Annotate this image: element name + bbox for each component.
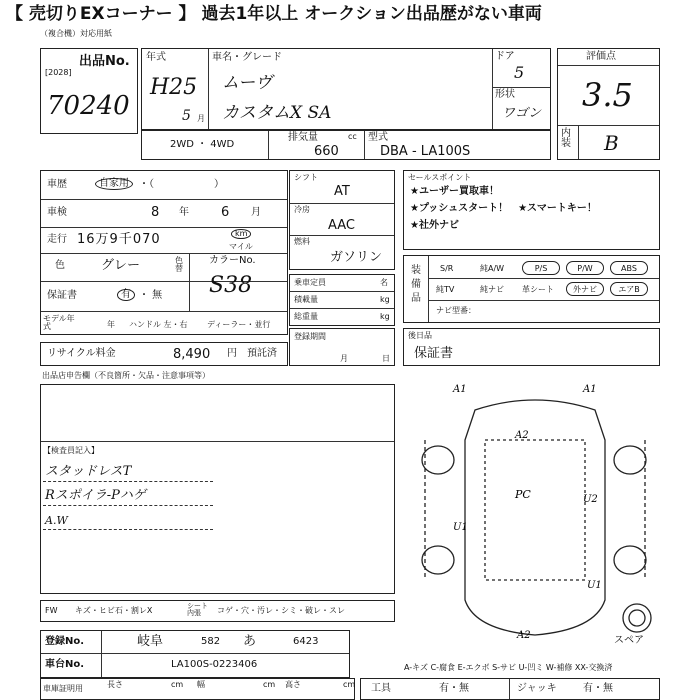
inspection-month-unit: 月 bbox=[251, 207, 261, 218]
storage-label: 車庫証明用 bbox=[43, 684, 83, 693]
navi-model: ナビ型番： bbox=[436, 306, 476, 315]
sales-line: ★プッシュスタート！ ★スマートキー！ bbox=[410, 203, 597, 214]
model-name: ムーヴ bbox=[222, 73, 273, 93]
recycle-unit: 円 bbox=[227, 348, 237, 359]
after-value: 保証書 bbox=[414, 346, 454, 361]
car-body-outline bbox=[465, 400, 605, 635]
mileage-label: 走行 bbox=[47, 234, 67, 245]
sub-note: （複合機）対応用紙 bbox=[40, 29, 112, 38]
color-label: 色 bbox=[55, 260, 65, 271]
color-code: S38 bbox=[209, 273, 253, 298]
spare-tire bbox=[623, 604, 651, 632]
drive-row bbox=[141, 130, 551, 160]
dealer-text: ディーラー・並行 bbox=[207, 320, 271, 329]
side-guides bbox=[425, 440, 645, 580]
equip-ps: P/S bbox=[522, 261, 560, 275]
score-label: 評価点 bbox=[586, 51, 616, 62]
displacement-label: 排気量 bbox=[288, 132, 318, 143]
year-month: 5 bbox=[182, 108, 191, 124]
capacity-label: 乗車定員 bbox=[294, 278, 326, 287]
equip-aw: 純A/W bbox=[480, 264, 505, 273]
inspection-year-unit: 年 bbox=[179, 207, 189, 218]
fw-row bbox=[40, 600, 395, 622]
inspector-note: Rスポイラ-Pハゲ bbox=[45, 488, 146, 503]
fw-label: FW bbox=[45, 606, 58, 615]
car-roof-outline bbox=[485, 440, 585, 580]
wheel-front-right bbox=[614, 446, 646, 474]
mark-a1-right: A1 bbox=[583, 384, 597, 395]
jack-value: 有・無 bbox=[583, 683, 613, 694]
equip-tv: 純TV bbox=[436, 285, 455, 294]
mark-u2: U2 bbox=[583, 494, 598, 505]
handle-text: ハンドル 左・右 bbox=[129, 320, 188, 329]
shape-label: 形状 bbox=[495, 89, 515, 100]
after-label: 後日品 bbox=[408, 331, 432, 340]
shape-value: ワゴン bbox=[502, 106, 542, 121]
inspector-note: スタッドレスT bbox=[45, 464, 132, 479]
history-label: 車歴 bbox=[47, 179, 67, 190]
year-label: 年式 bbox=[146, 52, 166, 63]
door-value: 5 bbox=[514, 63, 525, 82]
mark-u1-right: U1 bbox=[587, 580, 602, 591]
mileage-unit-mile: マイル bbox=[229, 242, 253, 251]
warranty-yes: 有 bbox=[117, 289, 135, 301]
fuel-value: ガソリン bbox=[330, 250, 383, 265]
color-value: グレー bbox=[101, 258, 141, 273]
sales-line: ★ユーザー買取車！ bbox=[410, 186, 499, 197]
shift-label: シフト bbox=[294, 173, 318, 182]
model-code-label: 型式 bbox=[368, 132, 388, 143]
grade: カスタムX SA bbox=[222, 103, 332, 123]
color-code-label: カラーNo. bbox=[209, 255, 256, 266]
equip-sr: S/R bbox=[440, 264, 454, 273]
model-year-unit: 年 bbox=[107, 320, 115, 329]
reg-pref: 岐阜 bbox=[137, 634, 164, 649]
model-code-value: DBA - LA100S bbox=[380, 144, 471, 159]
after-block bbox=[403, 328, 660, 366]
reg-period-block bbox=[289, 328, 395, 366]
tools-value: 有・無 bbox=[439, 683, 469, 694]
drive-value: 2WD ・ 4WD bbox=[170, 139, 235, 150]
door-label: ドア bbox=[495, 51, 515, 62]
spare-tire-inner bbox=[629, 610, 645, 626]
reg-kana: あ bbox=[243, 634, 257, 649]
storage-row bbox=[40, 678, 355, 700]
interior-value: B bbox=[604, 131, 619, 155]
mark-a1-left: A1 bbox=[453, 384, 467, 395]
mileage-unit-km: km bbox=[231, 229, 251, 239]
wheel-rear-right bbox=[614, 546, 646, 574]
mark-u1-left: U1 bbox=[453, 522, 468, 533]
equip-ext-navi: 外ナビ bbox=[566, 282, 604, 296]
equip-navi: 純ナビ bbox=[480, 285, 504, 294]
load-label: 積載量 bbox=[294, 295, 318, 304]
spare-label: スペア bbox=[614, 635, 644, 646]
jack-label: ジャッキ bbox=[517, 683, 557, 694]
recycle-value: 8,490 bbox=[173, 347, 211, 362]
mark-a2-front: A2 bbox=[515, 430, 529, 441]
lot-box bbox=[40, 48, 138, 134]
reg-label: 登録No. bbox=[45, 636, 85, 647]
tools-label: 工具 bbox=[371, 683, 391, 694]
chassis-value: LA100S-0223406 bbox=[171, 659, 258, 670]
warranty-label: 保証書 bbox=[47, 290, 77, 301]
score-box bbox=[557, 48, 660, 160]
aircon-label: 冷房 bbox=[294, 205, 310, 214]
load-unit: kg bbox=[380, 295, 390, 304]
lot-small: [2028] bbox=[45, 68, 72, 77]
registration-block bbox=[40, 630, 350, 678]
recycle-note: 預託済 bbox=[247, 348, 277, 359]
inspector-label: 【検査員記入】 bbox=[43, 446, 99, 455]
storage-col: cm bbox=[263, 680, 276, 689]
car-diagram bbox=[405, 380, 665, 650]
lot-number: 70240 bbox=[47, 91, 130, 121]
sales-line: ★社外ナビ bbox=[410, 220, 459, 231]
fuel-label: 燃料 bbox=[294, 237, 310, 246]
sales-label: セールスポイント bbox=[408, 173, 472, 182]
reg-period-label: 登録期間 bbox=[294, 332, 326, 341]
banner: 【 売切りEXコーナー 】 過去1年以上 オークション出品歴がない車両 bbox=[6, 4, 542, 24]
reg-period-unit: 月 bbox=[340, 354, 348, 363]
reg-class: 582 bbox=[201, 636, 221, 647]
inspection-month: 6 bbox=[221, 205, 230, 220]
inspector-note: A.W bbox=[45, 514, 68, 527]
inspection-label: 車検 bbox=[47, 207, 67, 218]
displacement-unit: cc bbox=[348, 132, 357, 141]
vehicle-top-box bbox=[141, 48, 551, 130]
storage-col: 長さ bbox=[107, 680, 123, 689]
interior-label: 内装 bbox=[561, 128, 571, 149]
inspection-year: 8 bbox=[151, 205, 160, 220]
history-value: 自家用 bbox=[95, 178, 133, 190]
shift-value: AT bbox=[334, 184, 350, 199]
chassis-label: 車台No. bbox=[45, 659, 85, 670]
wheel-rear-left bbox=[422, 546, 454, 574]
gross-unit: kg bbox=[380, 312, 390, 321]
reg-period-day: 日 bbox=[382, 354, 390, 363]
year-month-unit: 月 bbox=[197, 114, 205, 123]
sales-block bbox=[403, 170, 660, 250]
warranty-no: ・ 無 bbox=[139, 290, 163, 301]
fw-text: キズ・ヒビ石・割レX bbox=[75, 606, 153, 615]
remarks-box bbox=[40, 384, 395, 594]
gross-label: 総重量 bbox=[294, 312, 318, 321]
wheel-front-left bbox=[422, 446, 454, 474]
reg-num: 6423 bbox=[293, 636, 319, 647]
recycle-row bbox=[40, 342, 288, 366]
equip-airbag: エアB bbox=[610, 282, 648, 296]
equip-abs: ABS bbox=[610, 261, 648, 275]
lot-label: 出品No. bbox=[79, 54, 130, 69]
mark-a2-rear: A2 bbox=[517, 630, 531, 641]
equipment-label: 装備品 bbox=[411, 265, 421, 304]
equip-pw: P/W bbox=[566, 261, 604, 275]
tools-row bbox=[360, 678, 660, 700]
capacity-unit: 名 bbox=[380, 278, 388, 287]
name-label: 車名・グレード bbox=[212, 52, 282, 63]
aircon-value: AAC bbox=[328, 218, 355, 233]
seat-label: シート内張 bbox=[187, 602, 208, 617]
history-rest: ・（ ） bbox=[139, 179, 224, 190]
storage-col: cm bbox=[343, 680, 356, 689]
capacity-block bbox=[289, 274, 395, 326]
seat-text: コゲ・穴・汚レ・シミ・破レ・スレ bbox=[217, 606, 345, 615]
year-value: H25 bbox=[150, 75, 198, 100]
damage-legend: A-キズ C-腐食 E-エクボ S-サビ U-凹ミ W-補修 XX-交換済 bbox=[404, 663, 613, 672]
spec-block bbox=[289, 170, 395, 270]
remarks-label: 出品店申告欄（不良箇所・欠品・注意事項等） bbox=[42, 371, 210, 380]
detail-block bbox=[40, 170, 288, 335]
equipment-block bbox=[403, 255, 660, 323]
storage-col: 幅 bbox=[197, 680, 205, 689]
mark-pc: PC bbox=[515, 488, 531, 501]
color-change: 色替 bbox=[175, 256, 183, 273]
storage-col: cm bbox=[171, 680, 184, 689]
mileage-value: 16万9千070 bbox=[77, 232, 161, 247]
model-year-label: モデル年式 bbox=[43, 314, 75, 331]
recycle-label: リサイクル料金 bbox=[47, 348, 116, 359]
displacement-value: 660 bbox=[314, 144, 339, 159]
equip-leather: 革シート bbox=[522, 285, 554, 294]
storage-col: 高さ bbox=[285, 680, 301, 689]
score-value: 3.5 bbox=[582, 76, 633, 114]
